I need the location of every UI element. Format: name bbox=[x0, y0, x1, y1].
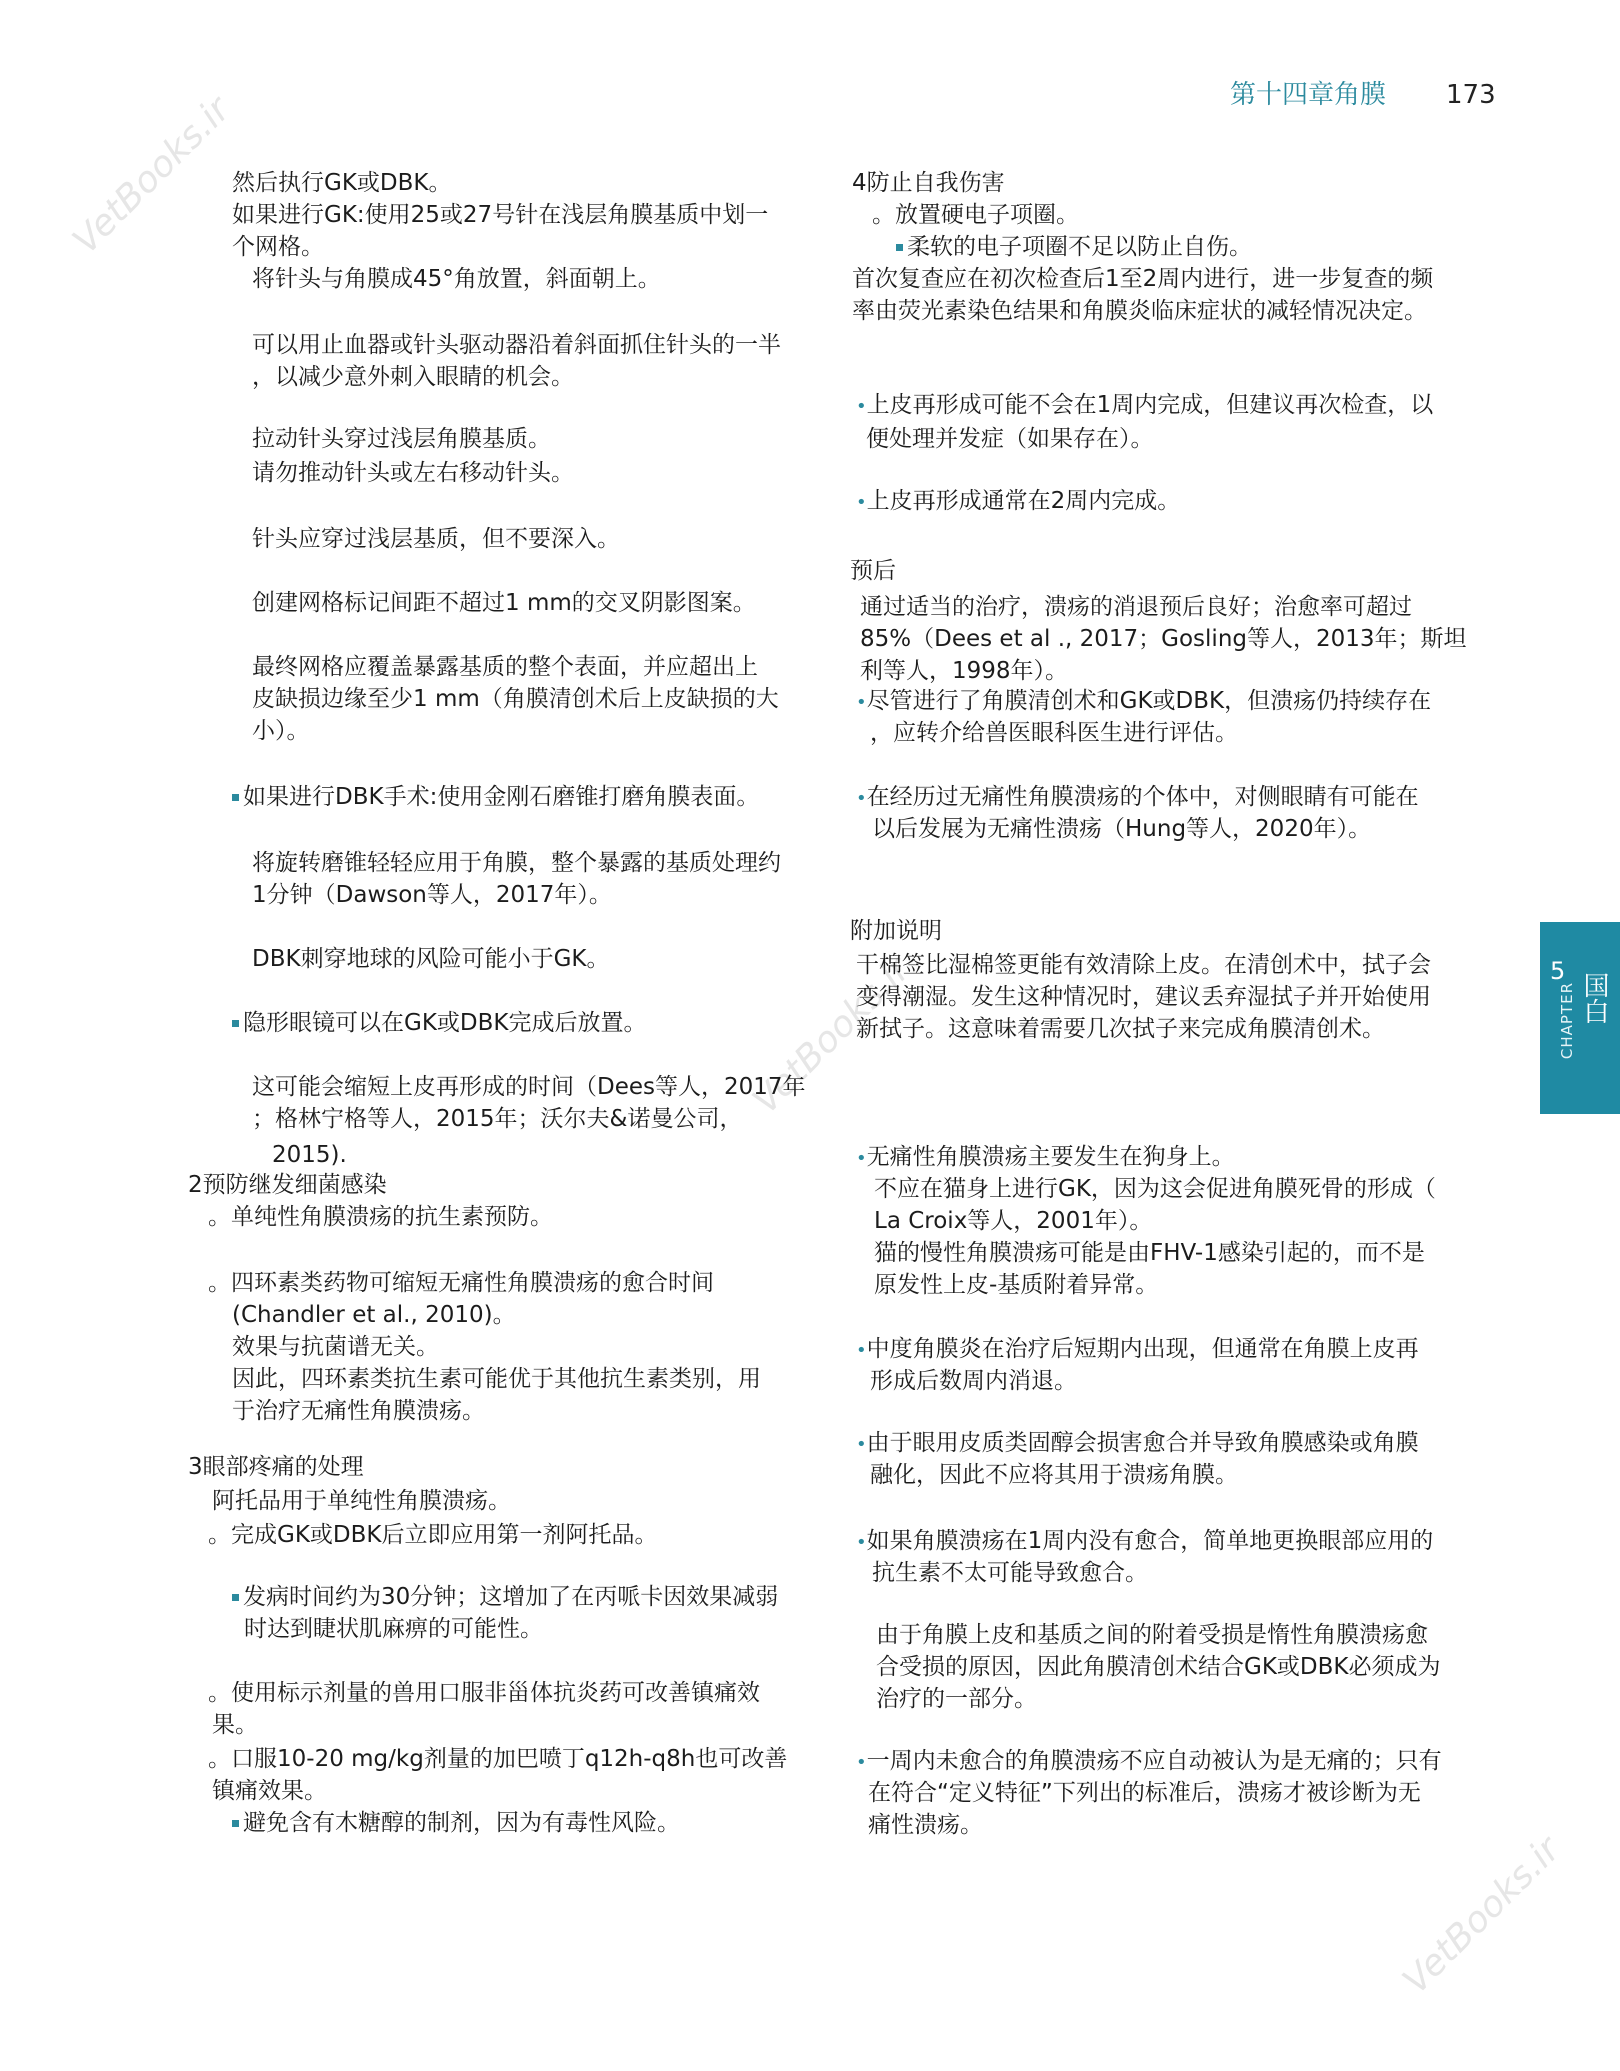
bullet-icon: • bbox=[856, 1532, 867, 1553]
text-line: 形成后数周内消退。 bbox=[870, 1368, 1077, 1394]
bullet-icon: • bbox=[856, 492, 867, 513]
text-line: ，以减少意外刺入眼睛的机会。 bbox=[252, 364, 574, 390]
text-line: 85%（Dees et al ., 2017；Gosling等人，2013年；斯坦 bbox=[860, 626, 1467, 652]
bullet-icon: • bbox=[856, 1148, 867, 1169]
square-bullet-icon bbox=[232, 1020, 239, 1027]
text-line: 合受损的原因，因此角膜清创术结合GK或DBK必须成为 bbox=[876, 1654, 1441, 1680]
text-line: ；格林宁格等人，2015年；沃尔夫&诺曼公司， bbox=[252, 1106, 743, 1132]
section-heading: 3眼部疼痛的处理 bbox=[188, 1454, 364, 1480]
text-line: 拉动针头穿过浅层角膜基质。 bbox=[252, 426, 551, 452]
text-line: 。口服10-20 mg/kg剂量的加巴喷丁q12h-q8h也可改善 bbox=[208, 1746, 788, 1772]
list-item: •如果角膜溃疡在1周内没有愈合，简单地更换眼部应用的 bbox=[856, 1528, 1434, 1554]
text-line: 治疗的一部分。 bbox=[876, 1686, 1037, 1712]
text-line: 猫的慢性角膜溃疡可能是由FHV-1感染引起的，而不是 bbox=[874, 1240, 1425, 1266]
text-line: 变得潮湿。发生这种情况时，建议丢弃湿拭子并开始使用 bbox=[856, 984, 1431, 1010]
page-number: 173 bbox=[1446, 80, 1496, 110]
chapter-tab-word: CHAPTER bbox=[1558, 982, 1576, 1060]
bullet-icon: • bbox=[856, 1752, 867, 1773]
text-line: 针头应穿过浅层基质，但不要深入。 bbox=[252, 526, 620, 552]
bullet-icon: • bbox=[856, 396, 867, 417]
chapter-tab-label: 国白 bbox=[1579, 972, 1609, 1024]
list-item: •尽管进行了角膜清创术和GK或DBK，但溃疡仍持续存在 bbox=[856, 688, 1432, 714]
square-bullet-icon bbox=[232, 794, 239, 801]
text-line: 如果进行GK:使用25或27号针在浅层角膜基质中划一 bbox=[232, 202, 769, 228]
text-line: 以后发展为无痛性溃疡（Hung等人，2020年）。 bbox=[872, 816, 1372, 842]
running-header-chapter: 第十四章角膜 bbox=[1230, 80, 1387, 110]
list-item: 柔软的电子项圈不足以防止自伤。 bbox=[896, 232, 1252, 263]
list-item: •中度角膜炎在治疗后短期内出现，但通常在角膜上皮再 bbox=[856, 1336, 1419, 1362]
text-line: 痛性溃疡。 bbox=[868, 1812, 983, 1838]
section-heading: 附加说明 bbox=[850, 918, 942, 944]
text-line: 首次复查应在初次检查后1至2周内进行，进一步复查的频 bbox=[852, 266, 1434, 292]
text-line: 最终网格应覆盖暴露基质的整个表面，并应超出上 bbox=[252, 654, 758, 680]
list-item: 隐形眼镜可以在GK或DBK完成后放置。 bbox=[232, 1008, 646, 1039]
chapter-tab bbox=[1540, 922, 1620, 1114]
text-line: 2015). bbox=[272, 1142, 347, 1168]
text-line: 请勿推动针头或左右移动针头。 bbox=[252, 460, 574, 486]
text-line: 将旋转磨锥轻轻应用于角膜，整个暴露的基质处理约 bbox=[252, 850, 781, 876]
text-line: 。放置硬电子项圈。 bbox=[872, 202, 1079, 228]
text-line: 创建网格标记间距不超过1 mm的交叉阴影图案。 bbox=[252, 590, 756, 616]
text-line: 阿托品用于单纯性角膜溃疡。 bbox=[212, 1488, 511, 1514]
text-line: 个网格。 bbox=[232, 234, 324, 260]
text-line: 率由荧光素染色结果和角膜炎临床症状的减轻情况决定。 bbox=[852, 298, 1427, 324]
text-line: 由于角膜上皮和基质之间的附着受损是惰性角膜溃疡愈 bbox=[876, 1622, 1428, 1648]
text-line: 原发性上皮-基质附着异常。 bbox=[874, 1272, 1159, 1298]
list-item: •由于眼用皮质类固醇会损害愈合并导致角膜感染或角膜 bbox=[856, 1430, 1419, 1456]
bullet-icon: • bbox=[856, 788, 867, 809]
bullet-icon: • bbox=[856, 1434, 867, 1455]
text-line: 干棉签比湿棉签更能有效清除上皮。在清创术中，拭子会 bbox=[856, 952, 1431, 978]
list-item: 如果进行DBK手术:使用金刚石磨锥打磨角膜表面。 bbox=[232, 782, 759, 813]
text-line: 。单纯性角膜溃疡的抗生素预防。 bbox=[208, 1204, 553, 1230]
text-line: 果。 bbox=[212, 1712, 258, 1738]
text-line: 小）。 bbox=[252, 718, 310, 744]
text-line: 然后执行GK或DBK。 bbox=[232, 170, 452, 196]
list-item: •在经历过无痛性角膜溃疡的个体中，对侧眼睛有可能在 bbox=[856, 784, 1419, 810]
list-item: •上皮再形成通常在2周内完成。 bbox=[856, 488, 1181, 514]
text-line: 因此，四环素类抗生素可能优于其他抗生素类别，用 bbox=[232, 1366, 761, 1392]
list-item: 发病时间约为30分钟；这增加了在丙哌卡因效果减弱 bbox=[232, 1582, 778, 1613]
bullet-icon: • bbox=[856, 692, 867, 713]
text-line: 便处理并发症（如果存在）。 bbox=[866, 426, 1154, 452]
section-heading: 2预防继发细菌感染 bbox=[188, 1172, 387, 1198]
watermark: VetBooks.ir bbox=[745, 949, 919, 1122]
text-line: (Chandler et al., 2010)。 bbox=[232, 1302, 516, 1328]
chapter-tab-number: 5 bbox=[1550, 957, 1566, 985]
text-line: 不应在猫身上进行GK，因为这会促进角膜死骨的形成（ bbox=[874, 1176, 1436, 1202]
text-line: 时达到睫状肌麻痹的可能性。 bbox=[244, 1616, 543, 1642]
text-line: 1分钟（Dawson等人，2017年）。 bbox=[252, 882, 612, 908]
text-line: 。使用标示剂量的兽用口服非甾体抗炎药可改善镇痛效 bbox=[208, 1680, 760, 1706]
text-line: 将针头与角膜成45°角放置，斜面朝上。 bbox=[252, 266, 661, 292]
square-bullet-icon bbox=[232, 1594, 239, 1601]
text-line: 于治疗无痛性角膜溃疡。 bbox=[232, 1398, 485, 1424]
text-line: 可以用止血器或针头驱动器沿着斜面抓住针头的一半 bbox=[252, 332, 781, 358]
text-line: 通过适当的治疗，溃疡的消退预后良好；治愈率可超过 bbox=[860, 594, 1412, 620]
text-line: 融化，因此不应将其用于溃疡角膜。 bbox=[870, 1462, 1238, 1488]
list-item: •一周内未愈合的角膜溃疡不应自动被认为是无痛的；只有 bbox=[856, 1748, 1442, 1774]
watermark: VetBooks.ir bbox=[1395, 1829, 1569, 2002]
text-line: 这可能会缩短上皮再形成的时间（Dees等人，2017年 bbox=[252, 1074, 806, 1100]
text-line: 皮缺损边缘至少1 mm（角膜清创术后上皮缺损的大 bbox=[252, 686, 779, 712]
text-line: DBK刺穿地球的风险可能小于GK。 bbox=[252, 946, 610, 972]
text-line: 在符合“定义特征”下列出的标准后，溃疡才被诊断为无 bbox=[868, 1780, 1421, 1806]
text-line: 效果与抗菌谱无关。 bbox=[232, 1334, 439, 1360]
section-heading: 预后 bbox=[850, 558, 896, 584]
text-line: 抗生素不太可能导致愈合。 bbox=[872, 1560, 1148, 1586]
text-line: 。四环素类药物可缩短无痛性角膜溃疡的愈合时间 bbox=[208, 1270, 714, 1296]
list-item: •上皮再形成可能不会在1周内完成，但建议再次检查，以 bbox=[856, 392, 1434, 418]
square-bullet-icon bbox=[896, 244, 903, 251]
text-line: La Croix等人，2001年）。 bbox=[874, 1208, 1153, 1234]
text-line: 镇痛效果。 bbox=[212, 1778, 327, 1804]
text-line: ，应转介给兽医眼科医生进行评估。 bbox=[870, 720, 1238, 746]
watermark: VetBooks.ir bbox=[65, 89, 239, 262]
list-item: •无痛性角膜溃疡主要发生在狗身上。 bbox=[856, 1144, 1235, 1170]
text-line: 新拭子。这意味着需要几次拭子来完成角膜清创术。 bbox=[856, 1016, 1385, 1042]
list-item: 避免含有木糖醇的制剂，因为有毒性风险。 bbox=[232, 1808, 680, 1839]
bullet-icon: • bbox=[856, 1340, 867, 1361]
section-heading: 4防止自我伤害 bbox=[852, 170, 1005, 196]
text-line: 。完成GK或DBK后立即应用第一剂阿托品。 bbox=[208, 1522, 658, 1548]
text-line: 利等人，1998年）。 bbox=[860, 658, 1069, 684]
square-bullet-icon bbox=[232, 1820, 239, 1827]
